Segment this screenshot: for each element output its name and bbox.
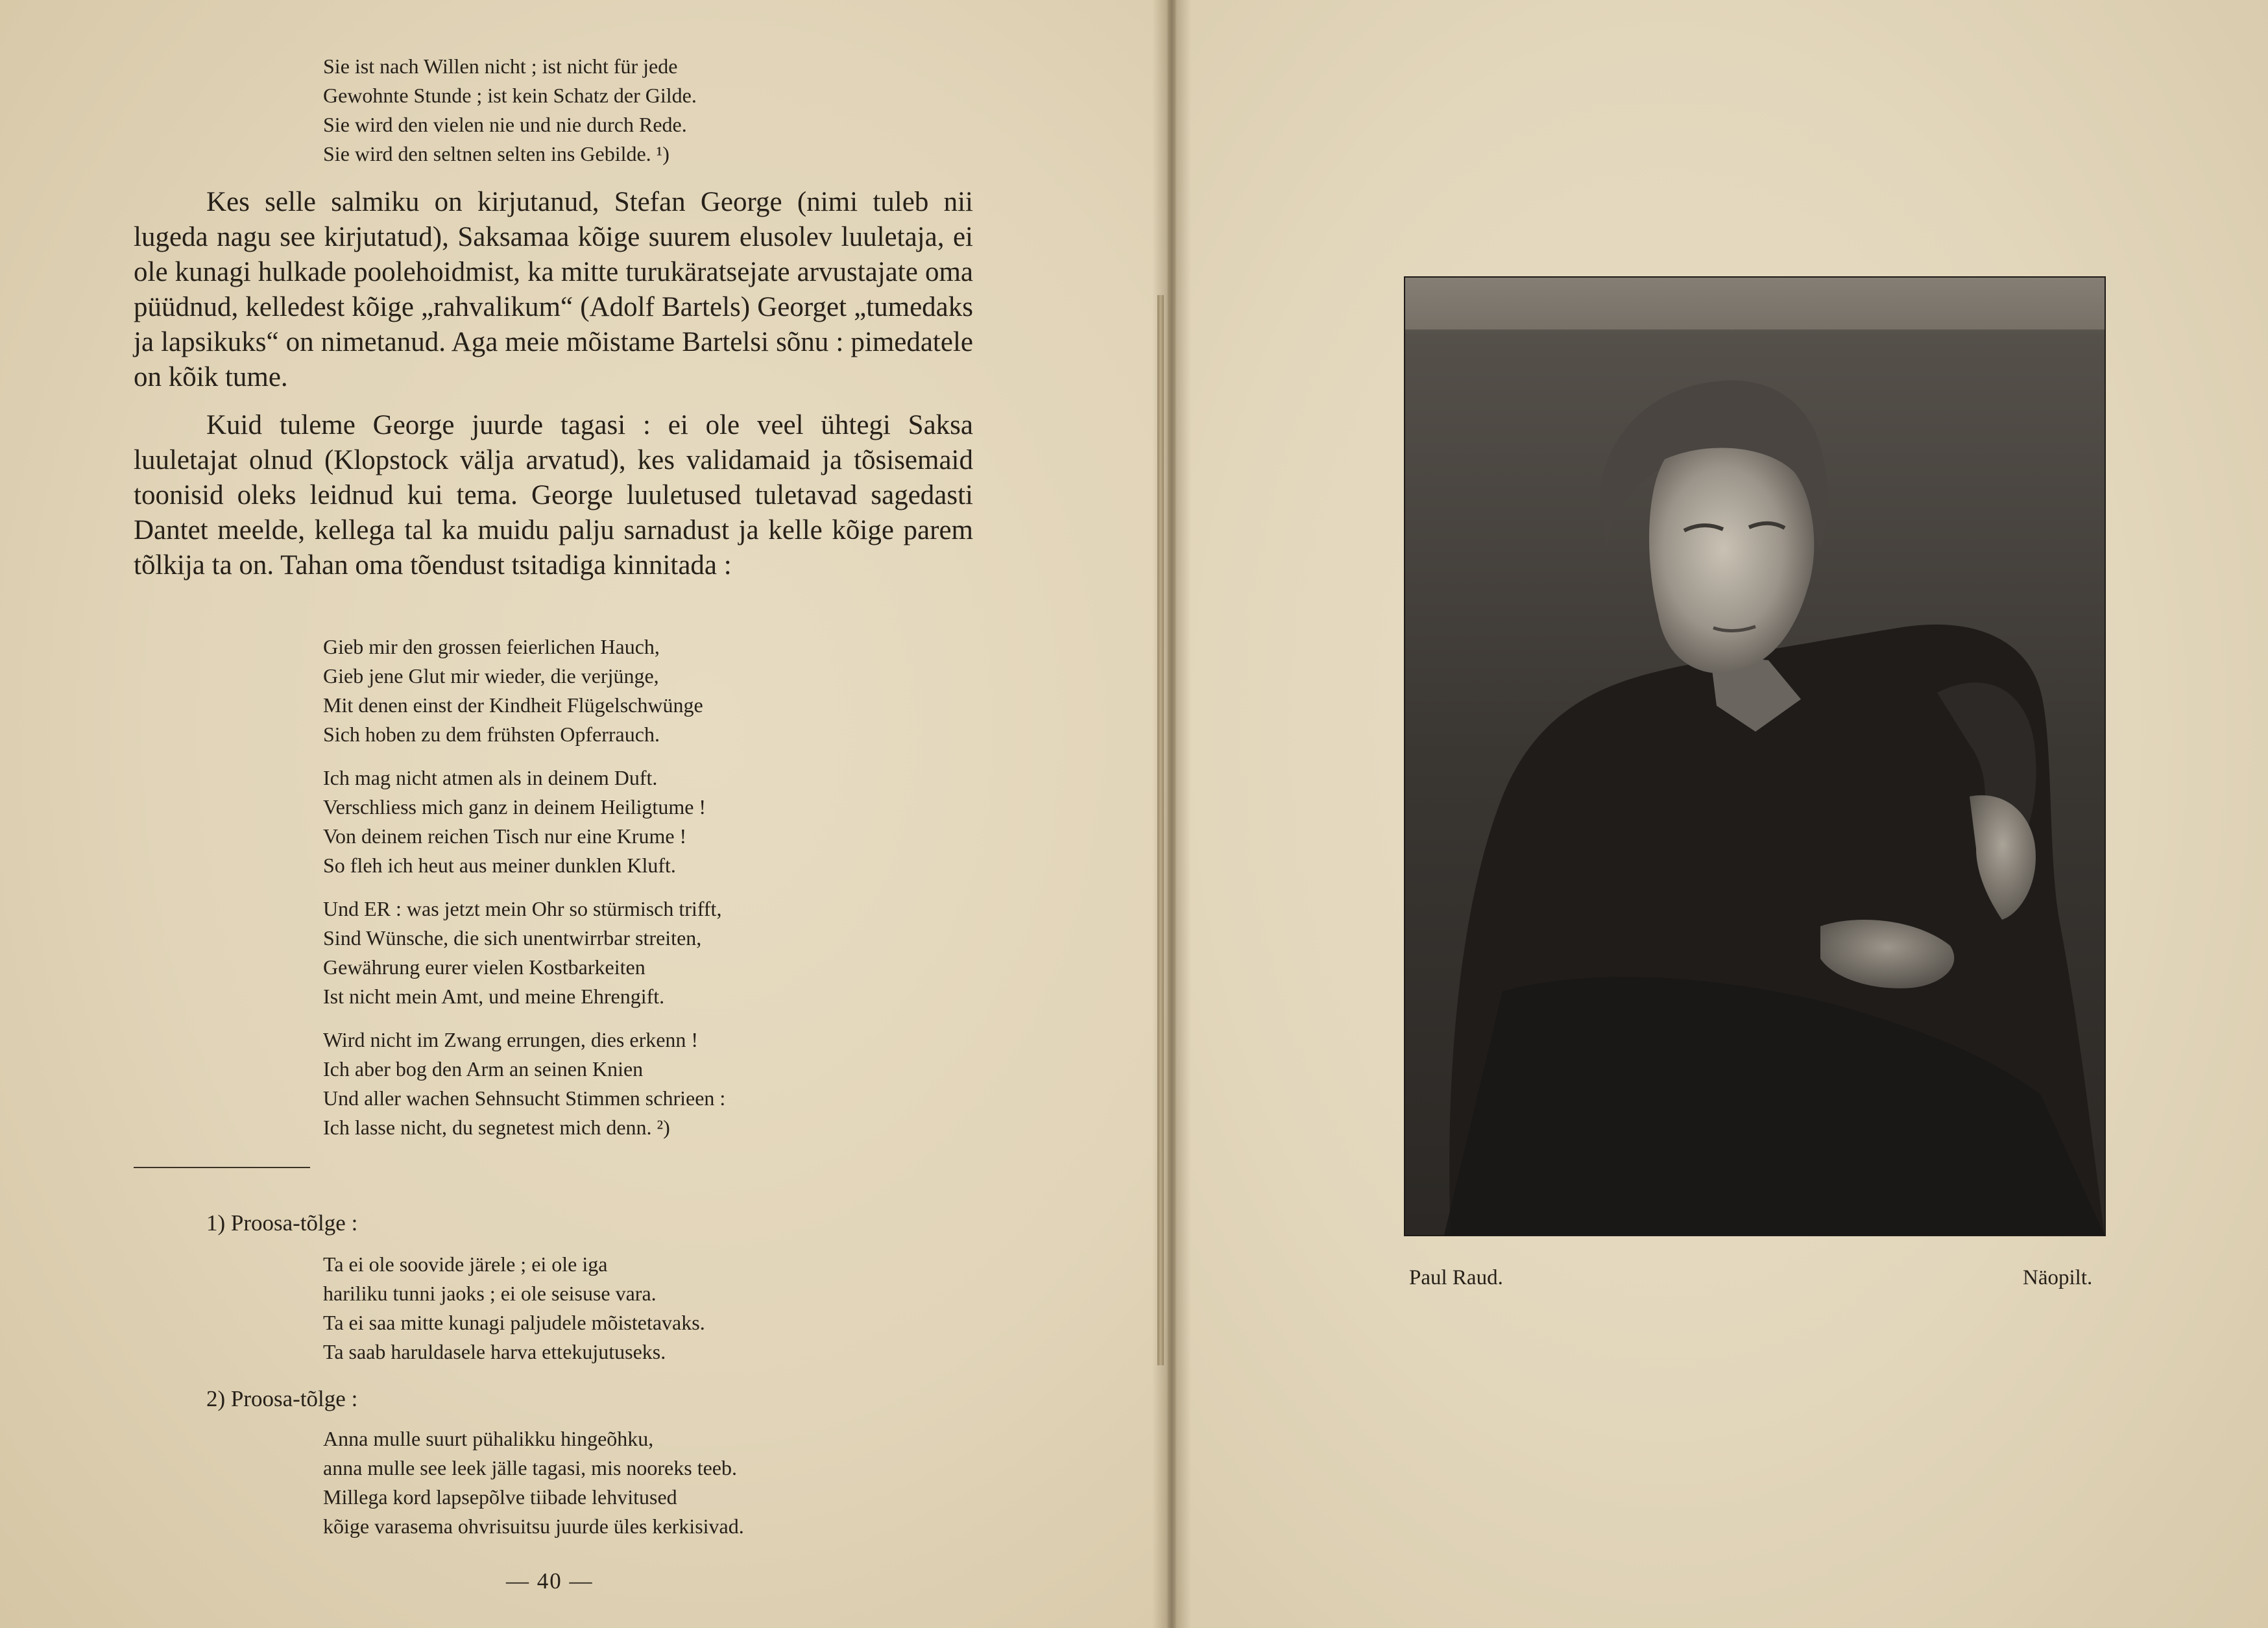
poem-line: Gewährung eurer vielen Kostbarkeiten: [323, 955, 645, 979]
poem-line: Sich hoben zu dem frühsten Opferrauch.: [323, 723, 660, 746]
body-text: [134, 185, 973, 596]
footnote-line: Anna mulle suurt pühalikku hingeõhku,: [323, 1427, 654, 1450]
poem-line: Mit denen einst der Kindheit Flügelschwünge: [323, 693, 703, 717]
footnote-line: Ta ei ole soovide järele ; ei ole iga: [323, 1252, 608, 1276]
poem-line: Und aller wachen Sehnsucht Stimmen schrieen :: [323, 1086, 726, 1110]
footnote-1-text: [323, 1250, 705, 1367]
footnote-line: hariliku tunni jaoks ; ei ole seisuse vara.: [323, 1282, 657, 1305]
poem-line: Ich lasse nicht, du segnetest mich denn. ²): [323, 1116, 670, 1139]
poem-line: Verschliess mich ganz in deinem Heiligtume !: [323, 795, 706, 819]
poem-line: Sie ist nach Willen nicht ; ist nicht für jede: [323, 54, 678, 78]
footnote-line: anna mulle see leek jälle tagasi, mis nooreks teeb.: [323, 1456, 737, 1479]
caption-artist: Paul Raud.: [1409, 1266, 1503, 1289]
caption-title: Näopilt.: [2023, 1266, 2093, 1289]
footnote-2-text: [323, 1424, 744, 1541]
footnote-1-label: 1) Proosa-tõlge :: [206, 1210, 358, 1236]
poem-line: Gewohnte Stunde ; ist kein Schatz der Gilde.: [323, 84, 697, 107]
stanza-4: [323, 1025, 725, 1142]
poem-line: Von deinem reichen Tisch nur eine Krume !: [323, 824, 687, 848]
stanza-1: [323, 632, 725, 749]
paragraph-2: Kuid tuleme George juurde tagasi : ei ole veel ühtegi Saksa luuletajat olnud (Klopstock välja arvatud), kes validamaid ja tõsisemaid toonisid oleks leidnud kui tema. George luuletused tuletavad sagedasti Dantet meelde, kellega tal ka muidu palju sarnadust ja kelle kõige parem tõlkija ta on. Tahan oma tõendust tsitadiga kinnitada :: [134, 410, 973, 581]
footnote-line: kõige varasema ohvrisuitsu juurde üles kerkisivad.: [323, 1514, 744, 1538]
portrait-illustration: [1405, 278, 2105, 1235]
poem-line: Wird nicht im Zwang errungen, dies erkenn !: [323, 1028, 699, 1051]
page-number: — 40 —: [506, 1568, 594, 1594]
portrait-image: [1405, 278, 2105, 1235]
footnote-line: Millega kord lapsepõlve tiibade lehvitused: [323, 1485, 677, 1509]
poem-line: Sie wird den vielen nie und nie durch Rede.: [323, 113, 687, 136]
footnote-divider: [134, 1167, 310, 1168]
poem-line: Sie wird den seltnen selten ins Gebilde. ¹): [323, 142, 670, 165]
poem-line: Ist nicht mein Amt, und meine Ehrengift.: [323, 985, 665, 1008]
george-poem: [323, 632, 725, 1156]
poem-line: Und ER : was jetzt mein Ohr so stürmisch trifft,: [323, 897, 722, 920]
poem-line: Ich aber bog den Arm an seinen Knien: [323, 1057, 644, 1081]
paragraph-1: Kes selle salmiku on kirjutanud, Stefan George (nimi tuleb nii lugeda nagu see kirjutatud), Saksamaa kõige suurem elusolev luuletaja, ei ole kunagi hulkade poolehoidmist, ka mitte turukäratsejate arvustajate oma püüdnud, kelledest kõige „rahvalikum“ (Adolf Bartels) Georget „tumedaks ja lapsikuks“ on nimetanud. Aga meie mõistame Bartelsi sõnu : pimedatele on kõik tume.: [134, 187, 973, 392]
footnote-line: Ta ei saa mitte kunagi paljudele mõistetavaks.: [323, 1311, 705, 1334]
epigraph-poem: [323, 52, 697, 169]
poem-line: Gieb jene Glut mir wieder, die verjünge,: [323, 664, 659, 688]
poem-line: Sind Wünsche, die sich unentwirrbar streiten,: [323, 926, 702, 950]
poem-line: So fleh ich heut aus meiner dunklen Kluft.: [323, 854, 676, 877]
page-edge: [1157, 295, 1164, 1365]
poem-line: Gieb mir den grossen feierlichen Hauch,: [323, 635, 660, 658]
stanza-2: [323, 763, 725, 880]
footnote-2-label: 2) Proosa-tõlge :: [206, 1386, 358, 1411]
footnote-line: Ta saab haruldasele harva ettekujutuseks.: [323, 1340, 666, 1363]
poem-line: Ich mag nicht atmen als in deinem Duft.: [323, 766, 658, 789]
stanza-3: [323, 894, 725, 1011]
